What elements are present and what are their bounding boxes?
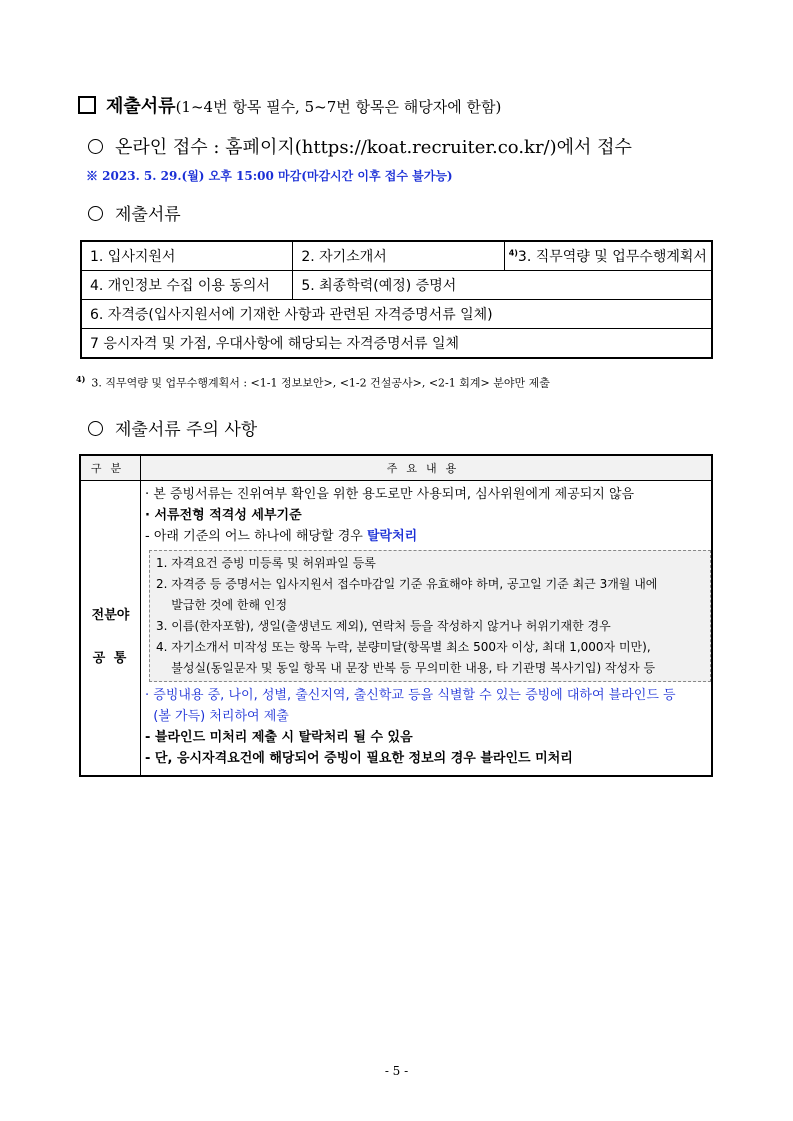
criteria-item: 발급한 것에 한해 인정 bbox=[156, 598, 288, 612]
criteria-intro-text: - 아래 기준의 어느 하나에 해당할 경우 bbox=[145, 529, 367, 544]
footnote bbox=[76, 374, 550, 391]
caution-table bbox=[79, 454, 713, 777]
criteria-box bbox=[149, 550, 711, 682]
documents-heading-text: 제출서류 bbox=[115, 205, 181, 225]
doc-cell-4: 4. 개인정보 수집 이용 동의서 bbox=[81, 271, 293, 300]
page-number: - 5 - bbox=[384, 1064, 409, 1078]
bullet-blind: · 증빙내용 중, 나이, 성별, 출신지역, 출신학교 등을 식별할 수 있는 증빙에 대하여 블라인드 등 bbox=[145, 688, 676, 703]
doc-cell-3 bbox=[504, 241, 712, 271]
criteria-item: 2. 자격증 등 증명서는 입사지원서 접수마감일 기준 유효해야 하며, 공고일 기준 최근 3개월 내에 bbox=[156, 577, 658, 591]
doc-cell-2: 2. 자기소개서 bbox=[293, 241, 504, 271]
category-line-2: 공 통 bbox=[92, 651, 129, 666]
criteria-item: 1. 자격요건 증빙 미등록 및 허위파일 등록 bbox=[156, 556, 376, 570]
header-content: 주요내용 bbox=[141, 455, 713, 481]
doc-cell-6: 6. 자격증(입사지원서에 기재한 사항과 관련된 자격증명서류 일체) bbox=[81, 300, 712, 329]
category-cell bbox=[80, 481, 141, 777]
deadline-notice: ※ 2023. 5. 29.(월) 오후 15:00 마감(마감시간 이후 접수 불가능) bbox=[86, 169, 453, 183]
circle-bullet-icon bbox=[88, 139, 103, 154]
doc-cell-1: 1. 입사지원서 bbox=[81, 241, 293, 271]
content-cell bbox=[141, 481, 713, 777]
caution-heading-text: 제출서류 주의 사항 bbox=[115, 420, 258, 440]
criteria-item: 3. 이름(한자포함), 생일(출생년도 제외), 연락처 등을 작성하지 않거나 허위기재한 경우 bbox=[156, 619, 611, 633]
rejection-highlight: 탈락처리 bbox=[367, 529, 418, 544]
doc-cell-3-text: 3. 직무역량 및 업무수행계획서 bbox=[517, 249, 707, 265]
footnote-mark: 4) bbox=[76, 374, 86, 384]
section-subtitle: (1~4번 항목 필수, 5~7번 항목은 해당자에 한함) bbox=[175, 98, 502, 116]
documents-table bbox=[80, 240, 713, 359]
criteria-intro bbox=[145, 526, 711, 547]
section-heading bbox=[78, 92, 501, 118]
criteria-item: 4. 자기소개서 미작성 또는 항목 누락, 분량미달(항목별 최소 500자 이상, 최대 1,000자 미만), bbox=[156, 640, 651, 654]
checkbox-square-icon bbox=[78, 96, 96, 114]
blind-exception: - 단, 응시자격요건에 해당되어 증빙이 필요한 정보의 경우 블라인드 미처리 bbox=[145, 751, 573, 766]
circle-bullet-icon bbox=[88, 421, 103, 436]
doc-cell-7: 7 응시자격 및 가점, 우대사항에 해당되는 자격증명서류 일체 bbox=[81, 329, 712, 359]
criteria-item: 불성실(동일문자 및 동일 항목 내 문장 반복 등 무의미한 내용, 타 기관명 복사기입) 작성자 등 bbox=[156, 661, 656, 675]
bullet-usage: · 본 증빙서류는 진위여부 확인을 위한 용도로만 사용되며, 심사위원에게 제공되지 않음 bbox=[145, 487, 635, 502]
category-line-1: 전분야 bbox=[91, 608, 130, 623]
online-application bbox=[88, 133, 632, 159]
footnote-text: 3. 직무역량 및 업무수행계획서 : <1-1 정보보안>, <1-2 건설공사>, <2-1 회계> 분야만 제출 bbox=[91, 376, 550, 390]
bullet-criteria: · 서류전형 적격성 세부기준 bbox=[145, 508, 302, 523]
doc-cell-5: 5. 최종학력(예정) 증명서 bbox=[293, 271, 712, 300]
blind-warning: - 블라인드 미처리 제출 시 탈락처리 될 수 있음 bbox=[145, 730, 413, 745]
section-title: 제출서류 bbox=[106, 96, 176, 117]
documents-heading bbox=[88, 200, 181, 225]
circle-bullet-icon bbox=[88, 206, 103, 221]
caution-heading bbox=[88, 415, 257, 440]
footnote-ref: 4) bbox=[508, 248, 518, 258]
online-application-text: 온라인 접수 : 홈페이지(https://koat.recruiter.co.kr/)에서 접수 bbox=[115, 137, 632, 158]
bullet-blind-cont: (볼 가득) 처리하여 제출 bbox=[145, 709, 289, 724]
header-category: 구분 bbox=[80, 455, 141, 481]
